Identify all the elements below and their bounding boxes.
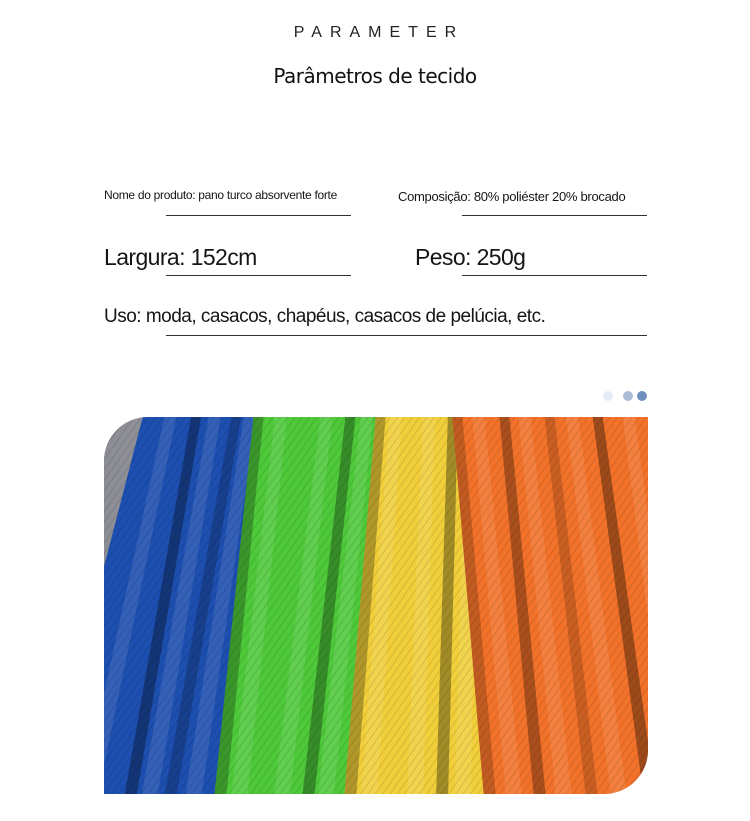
usage-label: Uso: moda, casacos, chapéus, casacos de pelúcia, etc. xyxy=(104,306,546,327)
section-kicker: PARAMETER xyxy=(293,24,465,41)
weight-label: Peso: 250g xyxy=(415,244,526,270)
section-title: Parâmetros de tecido xyxy=(273,64,477,88)
carousel-dot-3[interactable] xyxy=(637,391,647,401)
carousel-indicator xyxy=(603,391,649,403)
composition-underline xyxy=(462,215,647,216)
composition-label: Composição: 80% poliéster 20% brocado xyxy=(398,189,626,204)
carousel-dot-1[interactable] xyxy=(603,391,613,401)
product-name-underline xyxy=(166,215,351,216)
width-underline xyxy=(166,275,351,276)
towels-illustration xyxy=(104,417,648,794)
carousel-dot-2[interactable] xyxy=(623,391,633,401)
usage-underline xyxy=(166,335,647,336)
product-photo xyxy=(104,417,648,794)
width-label: Largura: 152cm xyxy=(104,244,257,270)
weight-underline xyxy=(462,275,647,276)
product-name-label: Nome do produto: pano turco absorvente forte xyxy=(104,188,337,202)
